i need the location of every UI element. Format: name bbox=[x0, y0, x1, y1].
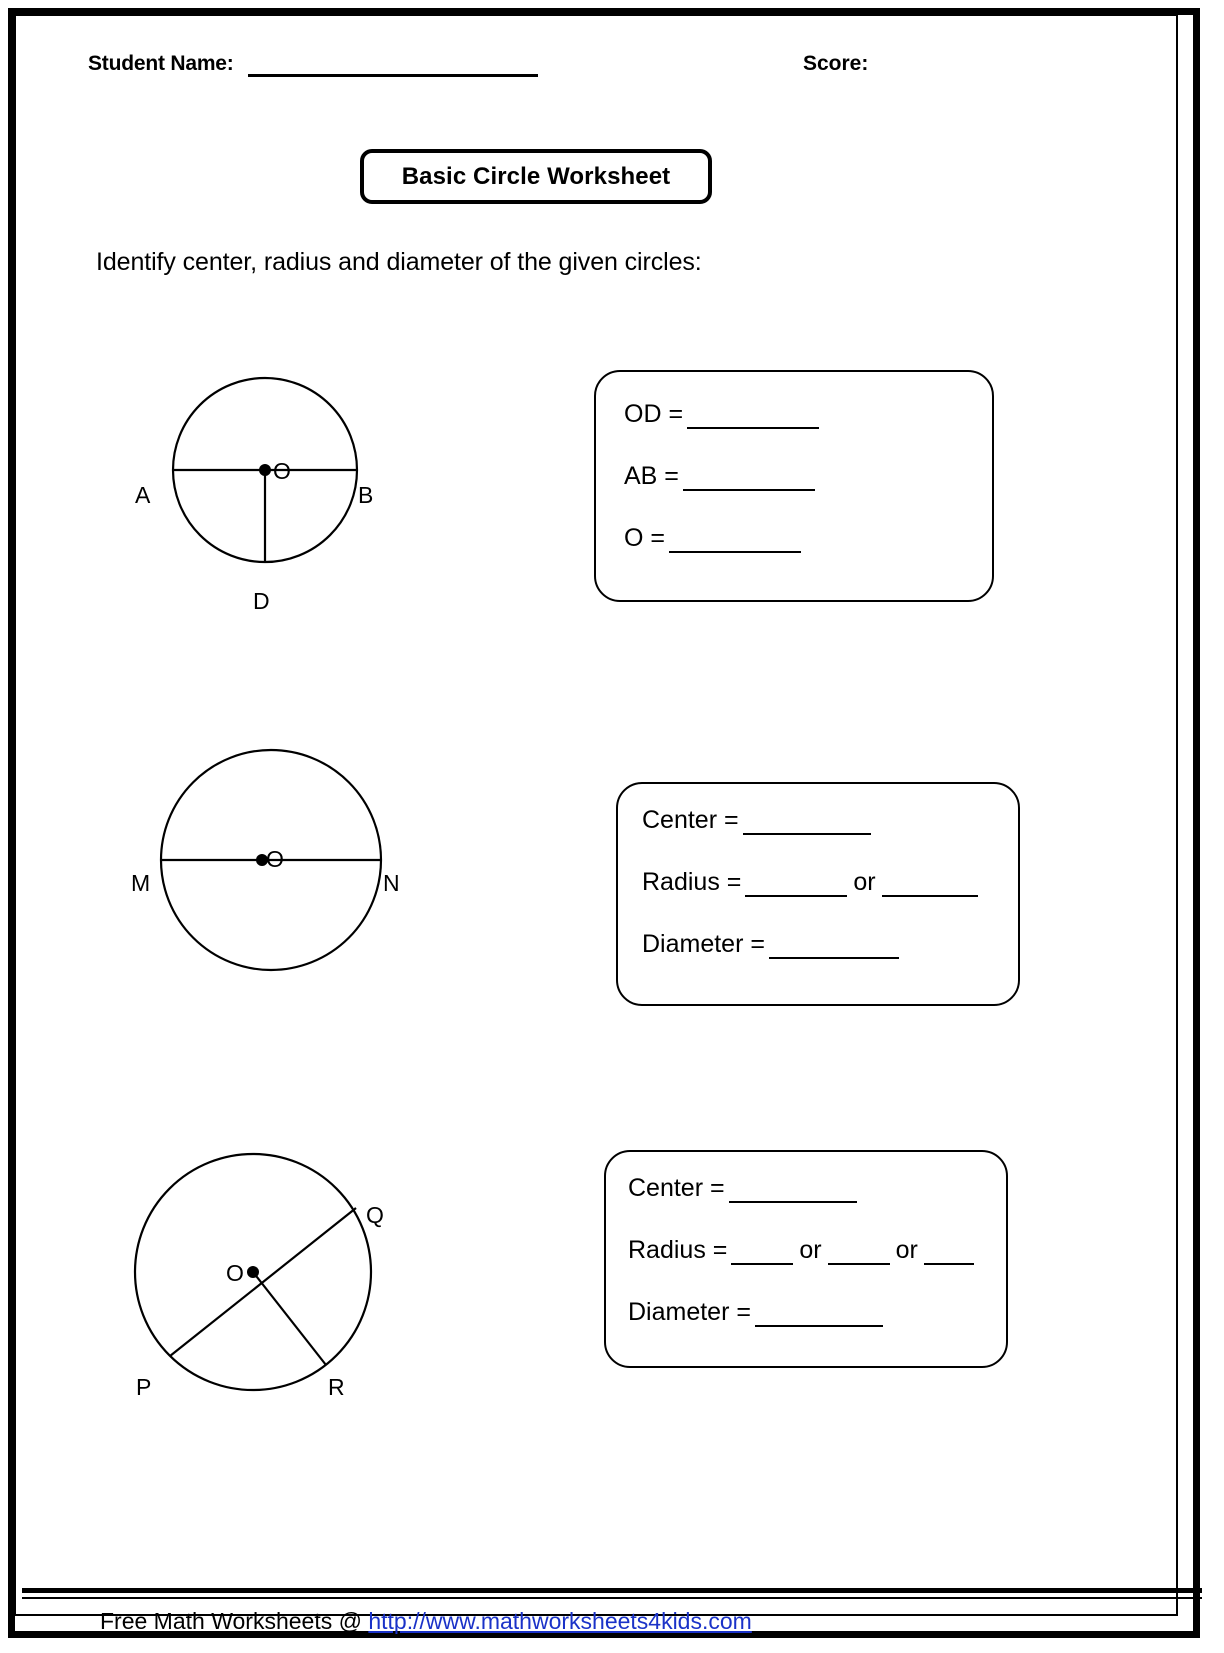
answer-line-od bbox=[624, 400, 823, 429]
point-label-p: P bbox=[136, 1374, 152, 1400]
footer-divider-thin bbox=[22, 1597, 1202, 1599]
answer-box-2 bbox=[616, 782, 1020, 1006]
answer-joiner-2: or bbox=[853, 868, 876, 896]
score-label: Score: bbox=[803, 52, 869, 75]
answer-blank-radius-2b[interactable] bbox=[882, 875, 978, 897]
radius-segment-or bbox=[253, 1272, 326, 1365]
answer-label-diameter-2: Diameter = bbox=[642, 930, 765, 958]
footer bbox=[100, 1608, 752, 1635]
point-label-b: B bbox=[358, 482, 374, 508]
student-name-input-blank[interactable] bbox=[248, 74, 538, 77]
answer-line-o bbox=[624, 524, 805, 553]
answer-label-o: O = bbox=[624, 524, 665, 552]
point-label-d: D bbox=[253, 588, 270, 614]
answer-blank-o[interactable] bbox=[669, 531, 801, 553]
circle-diagram-3 bbox=[118, 1150, 428, 1410]
center-point-1 bbox=[259, 464, 271, 476]
answer-line-radius-2 bbox=[642, 868, 982, 897]
answer-blank-radius-3a[interactable] bbox=[731, 1243, 793, 1265]
answer-box-1 bbox=[594, 370, 994, 602]
answer-label-center-3: Center = bbox=[628, 1174, 725, 1202]
point-label-n: N bbox=[383, 870, 400, 896]
answer-label-ab: AB = bbox=[624, 462, 679, 490]
answer-label-center-2: Center = bbox=[642, 806, 739, 834]
answer-blank-radius-3c[interactable] bbox=[924, 1243, 974, 1265]
footer-divider-thick bbox=[22, 1588, 1202, 1593]
title-box bbox=[360, 149, 712, 204]
answer-box-3 bbox=[604, 1150, 1008, 1368]
point-label-m: M bbox=[131, 870, 151, 896]
point-label-o-3: O bbox=[226, 1260, 244, 1286]
instruction-text: Identify center, radius and diameter of the given circles: bbox=[96, 248, 702, 276]
footer-url-link[interactable]: http://www.mathworksheets4kids.com bbox=[368, 1608, 752, 1634]
point-label-q: Q bbox=[366, 1202, 384, 1228]
point-label-a: A bbox=[135, 482, 151, 508]
answer-label-od: OD = bbox=[624, 400, 684, 428]
answer-line-diameter-2 bbox=[642, 930, 903, 959]
page-title: Basic Circle Worksheet bbox=[401, 162, 671, 190]
point-label-o-2: O bbox=[266, 846, 284, 872]
center-point-3 bbox=[247, 1266, 259, 1278]
answer-blank-radius-2a[interactable] bbox=[745, 875, 847, 897]
figure-circle-3 bbox=[118, 1150, 428, 1410]
student-name-label: Student Name: bbox=[88, 52, 234, 75]
answer-blank-od[interactable] bbox=[687, 407, 819, 429]
figure-circle-1 bbox=[130, 360, 430, 635]
answer-line-center-2 bbox=[642, 806, 875, 835]
footer-label: Free Math Worksheets @ bbox=[100, 1608, 369, 1634]
answer-blank-diameter-3[interactable] bbox=[755, 1305, 883, 1327]
answer-blank-center-3[interactable] bbox=[729, 1181, 857, 1203]
circle-diagram-1 bbox=[130, 360, 430, 635]
answer-blank-diameter-2[interactable] bbox=[769, 937, 899, 959]
answer-line-diameter-3 bbox=[628, 1298, 887, 1327]
answer-label-diameter-3: Diameter = bbox=[628, 1298, 751, 1326]
figure-circle-2 bbox=[126, 748, 426, 1008]
answer-label-radius-3: Radius = bbox=[628, 1236, 728, 1264]
answer-label-radius-2: Radius = bbox=[642, 868, 742, 896]
answer-line-ab bbox=[624, 462, 819, 491]
point-label-o-1: O bbox=[273, 458, 291, 484]
answer-blank-radius-3b[interactable] bbox=[828, 1243, 890, 1265]
answer-blank-center-2[interactable] bbox=[743, 813, 871, 835]
answer-joiner-3a: or bbox=[799, 1236, 822, 1264]
header bbox=[88, 52, 1088, 86]
answer-line-radius-3 bbox=[628, 1236, 978, 1265]
point-label-r: R bbox=[328, 1374, 345, 1400]
answer-blank-ab[interactable] bbox=[683, 469, 815, 491]
circle-diagram-2 bbox=[126, 748, 426, 1008]
answer-line-center-3 bbox=[628, 1174, 861, 1203]
answer-joiner-3b: or bbox=[895, 1236, 918, 1264]
diameter-segment-pq bbox=[170, 1208, 356, 1356]
